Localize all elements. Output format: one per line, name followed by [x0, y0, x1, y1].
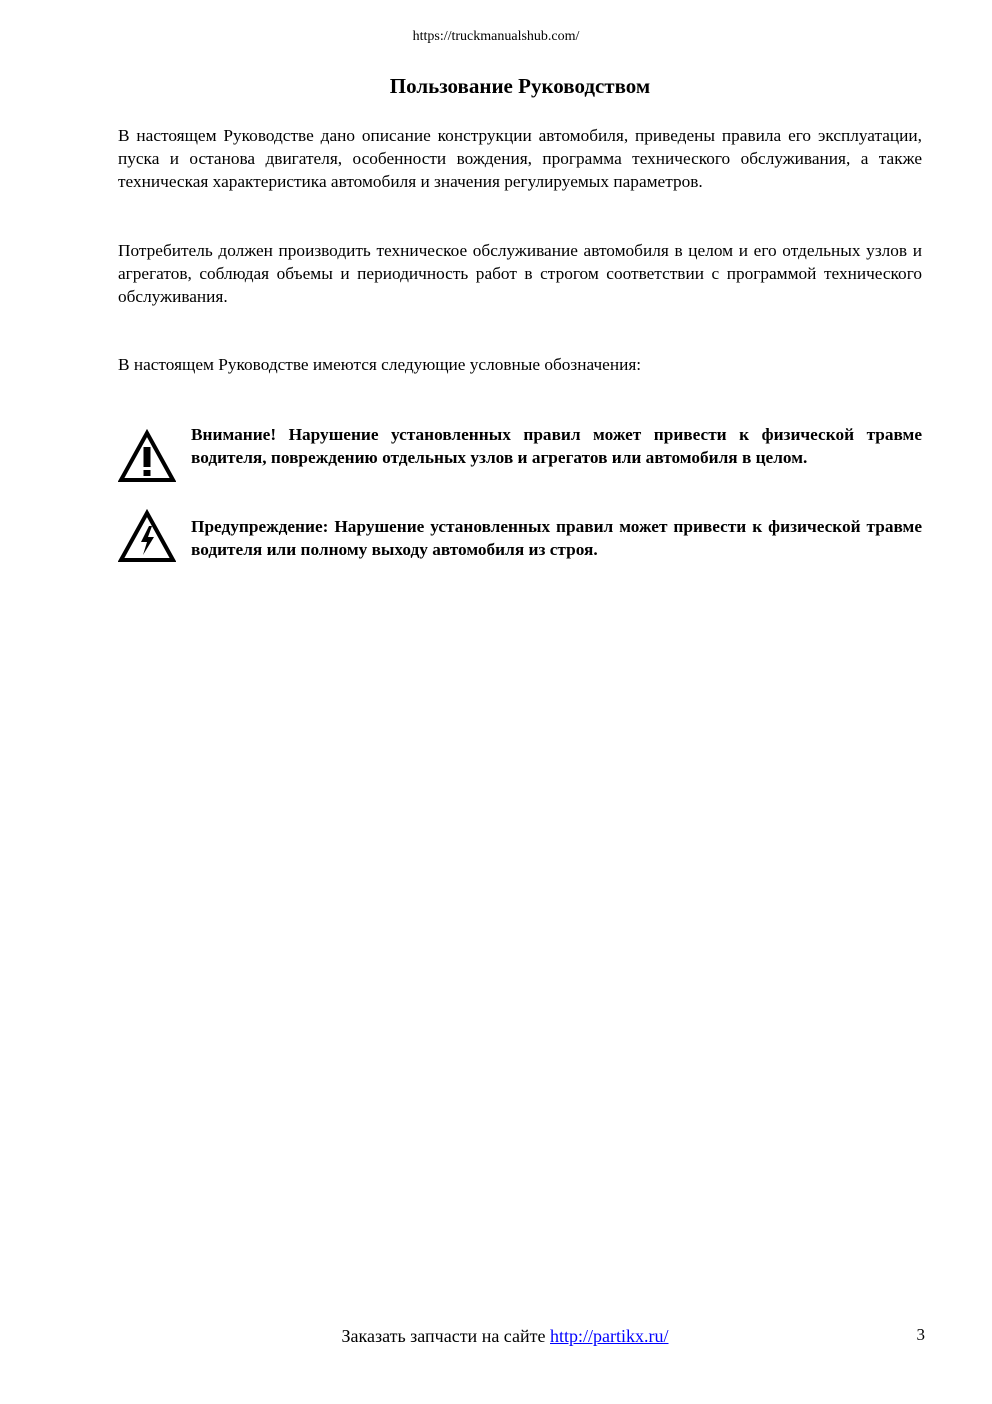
parts-site-link[interactable]: http://partikx.ru/: [550, 1326, 669, 1346]
footer: [0, 1324, 992, 1348]
symbols-intro-paragraph: В настоящем Руководстве имеются следующие условные обозначения:: [118, 355, 642, 374]
header-url: https://truckmanualshub.com/: [412, 29, 580, 44]
page-number: 3: [916, 1325, 925, 1344]
page-title: Пользование Руководством: [389, 74, 651, 98]
footer-text: Заказать запчасти на сайте: [341, 1326, 550, 1346]
maintenance-paragraph: Потребитель должен производить техническое обслуживание автомобиля в целом и его отдельных узлов и агрегатов, соблюдая объемы и периодичность работ в строгом соответствии с программой технического обслуживания.: [118, 241, 922, 306]
intro-paragraph: В настоящем Руководстве дано описание конструкции автомобиля, приведены правила его эксплуатации, пуска и останова двигателя, особенности вождения, программа технического обслуживания, а также техническая характеристика автомобиля и значения регулируемых параметров.: [118, 126, 922, 191]
lightning-warning-icon: [118, 509, 176, 563]
warning-notice-text: Предупреждение: Нарушение установленных правил может привести к физической травме водителя или полному выходу автомобиля из строя.: [191, 517, 922, 559]
exclamation-warning-icon: [118, 429, 176, 483]
attention-notice-text: Внимание! Нарушение установленных правил может привести к физической травме водителя, повреждению отдельных узлов и агрегатов или автомобиля в целом.: [191, 425, 922, 467]
